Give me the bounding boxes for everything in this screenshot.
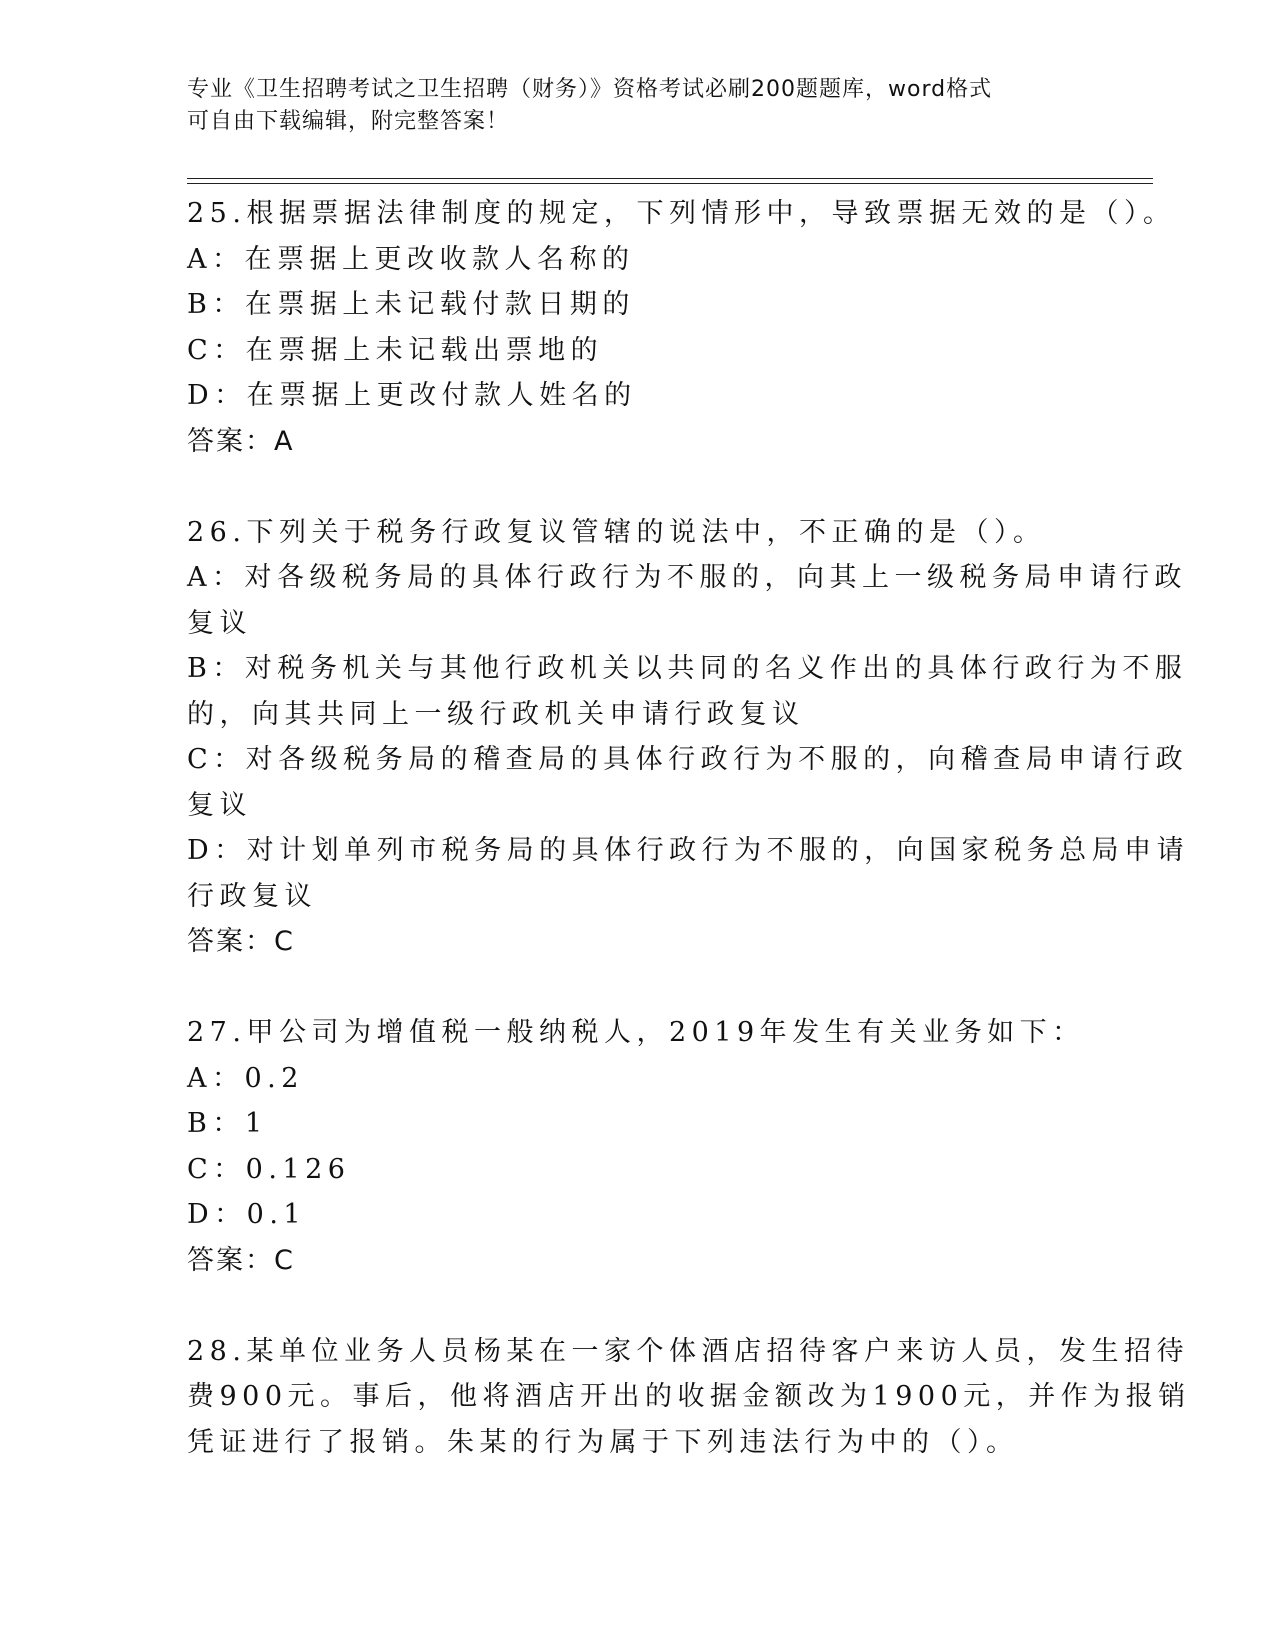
question-block (187, 510, 1190, 965)
option-line: A：对各级税务局的具体行政行为不服的，向其上一级税务局申请行政 (187, 562, 1187, 593)
document-header (187, 74, 1067, 138)
question-stem-line: 费900元。事后，他将酒店开出的收据金额改为1900元，并作为报销 (187, 1381, 1191, 1412)
option-line: D：在票据上更改付款人姓名的 (187, 380, 637, 411)
question-spacer (187, 1283, 1067, 1329)
question-block (187, 191, 1176, 464)
option-line: A：0.2 (187, 1062, 304, 1094)
option-line: B：在票据上未记载付款日期的 (187, 289, 635, 320)
option-line: C：在票据上未记载出票地的 (187, 334, 604, 366)
question-spacer (187, 965, 1067, 1011)
answer-line: 答案：A (187, 425, 295, 457)
question-list (187, 191, 1191, 1465)
option-line: C：对各级税务局的稽查局的具体行政行为不服的，向稽查局申请行政 (187, 744, 1189, 775)
question-spacer (187, 464, 1067, 510)
answer-line: 答案：C (187, 1244, 295, 1276)
header-title-line-2: 可自由下载编辑，附完整答案！ (187, 109, 510, 134)
option-line: 复议 (187, 607, 252, 639)
option-line: A：在票据上更改收款人名称的 (187, 243, 635, 275)
option-line: B：1 (187, 1108, 268, 1139)
question-stem-line: 凭证进行了报销。朱某的行为属于下列违法行为中的（）。 (187, 1426, 1019, 1458)
header-divider-bottom (187, 183, 1153, 184)
question-block (187, 1329, 1191, 1466)
question-stem-line: 25.根据票据法律制度的规定，下列情形中，导致票据无效的是（）。 (187, 198, 1176, 229)
option-line: 行政复议 (187, 880, 317, 912)
question-block (187, 1010, 1085, 1283)
option-line: D：对计划单列市税务局的具体行政行为不服的，向国家税务总局申请 (187, 835, 1190, 866)
header-title-line-1: 专业《卫生招聘考试之卫生招聘（财务）》资格考试必刷200题题库，word格式 (187, 77, 993, 102)
question-stem-line: 26.下列关于税务行政复议管辖的说法中，不正确的是（）。 (187, 516, 1046, 548)
option-line: 复议 (187, 789, 252, 821)
option-line: 的，向其共同上一级行政机关申请行政复议 (187, 698, 805, 730)
option-line: D：0.1 (187, 1199, 307, 1230)
question-stem-line: 27.甲公司为增值税一般纳税人，2019年发生有关业务如下： (187, 1017, 1085, 1048)
option-line: B：对税务机关与其他行政机关以共同的名义作出的具体行政行为不服 (187, 653, 1188, 684)
option-line: C：0.126 (187, 1153, 351, 1185)
header-divider-top (187, 178, 1153, 179)
answer-line: 答案：C (187, 926, 295, 957)
question-stem-line: 28.某单位业务人员杨某在一家个体酒店招待客户来访人员，发生招待 (187, 1335, 1189, 1367)
